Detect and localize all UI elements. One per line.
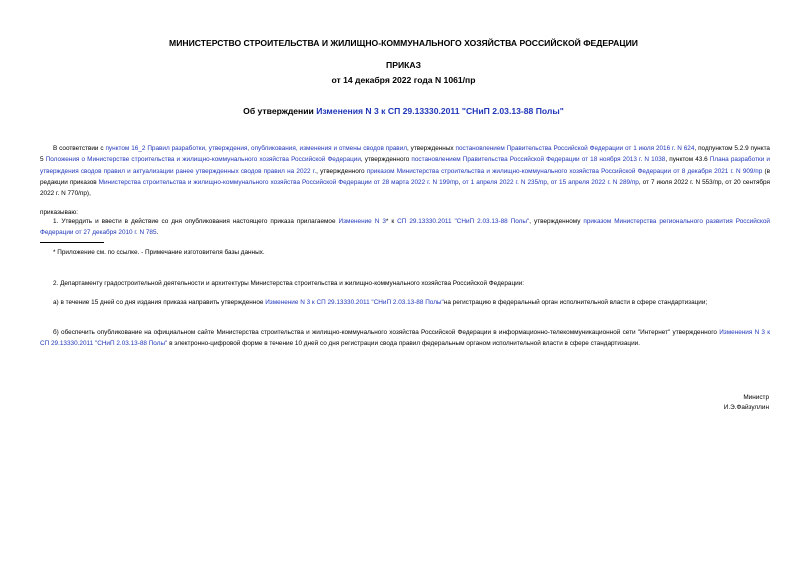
signature-position: Министр bbox=[743, 394, 769, 401]
link-ministry-regulation[interactable]: Положения о Министерстве строительства и жилищно-коммунального хозяйства Российской Федерации bbox=[45, 156, 361, 164]
title-link[interactable]: Изменения N 3 к СП 29.13330.2011 "СНиП 2.03.13-88 Полы" bbox=[316, 106, 564, 116]
link-order-289[interactable]: от 15 апреля 2022 г. N 289/пр bbox=[550, 178, 639, 186]
text: , утвержденных bbox=[407, 145, 456, 152]
link-change-3-sp[interactable]: Изменение N 3 к СП 29.13330.2011 "СНиП 2.03.13-88 Полы" bbox=[265, 299, 444, 306]
link-sp-29[interactable]: СП 29.13330.2011 "СНиП 2.03.13-88 Полы" bbox=[397, 218, 530, 225]
text: , от 7 июля 2022 г. N 553/пр, от 20 сентября 2022 г. N 770/пр), bbox=[40, 178, 771, 198]
text: (в редакции приказов bbox=[40, 167, 770, 186]
preamble-paragraph bbox=[40, 143, 770, 199]
text: , bbox=[546, 178, 551, 186]
document-type: ПРИКАЗ bbox=[386, 60, 421, 70]
text: , утвержденному bbox=[529, 218, 584, 225]
item-1-paragraph bbox=[40, 216, 770, 239]
document-date-number: от 14 декабря 2022 года N 1061/пр bbox=[331, 75, 476, 85]
title-prefix: Об утверждении bbox=[243, 106, 317, 116]
item-2-paragraph: 2. Департаменту градостроительной деятельности и архитектуры Министерства строительства и жилищно-коммунального хозяйства Российской Федерации: bbox=[53, 280, 525, 287]
text: , утвержденного bbox=[360, 156, 412, 164]
text: * к bbox=[385, 218, 398, 225]
text: 1. Утвердить и ввести в действие со дня опубликования настоящего приказа прилагаемое bbox=[53, 218, 339, 225]
text: , утвержденного bbox=[316, 167, 367, 175]
link-resolution-1038[interactable]: постановлением Правительства Российской Федерации от 18 ноября 2013 г. N 1038 bbox=[411, 156, 666, 164]
signature-name: И.Э.Файзуллин bbox=[723, 404, 769, 411]
text: б) обеспечить опубликование на официальном сайте Министерства строительства и жилищно-коммунального хозяйства Российской Федерации в информационно-телекоммуникационной сети "Интернет" утвержденного bbox=[53, 329, 720, 336]
link-plan-2022[interactable]: Плана разработки и утверждения сводов правил и актуализации ранее утвержденных сводов правил на 2022 г. bbox=[40, 156, 770, 175]
footnote: * Приложение см. по ссылке. - Примечание изготовителя базы данных. bbox=[53, 249, 265, 256]
link-resolution-624[interactable]: постановлением Правительства Российской Федерации от 1 июля 2016 г. N 624 bbox=[455, 145, 695, 152]
text: а) в течение 15 дней со дня издания приказа направить утвержденное bbox=[53, 299, 266, 306]
link-order-909[interactable]: приказом Министерства строительства и жилищно-коммунального хозяйства Российской Федерации от 8 декабря 2021 г. N 909/пр bbox=[366, 167, 763, 175]
text: , подпунктом 5.2.9 пункта 5 bbox=[40, 145, 770, 164]
item-2b-paragraph bbox=[40, 327, 770, 350]
text: , пунктом 43.6 bbox=[665, 156, 710, 164]
text: на регистрацию в федеральный орган исполнительной власти в сфере стандартизации; bbox=[443, 299, 708, 306]
item-2a-paragraph bbox=[40, 297, 770, 308]
ministry-heading: МИНИСТЕРСТВО СТРОИТЕЛЬСТВА И ЖИЛИЩНО-КОММУНАЛЬНОГО ХОЗЯЙСТВА РОССИЙСКОЙ ФЕДЕРАЦИИ bbox=[169, 38, 638, 48]
link-rules-16-2[interactable]: пунктом 16_2 Правил разработки, утверждения, опубликования, изменения и отмены сводов правил bbox=[105, 145, 407, 152]
text: . bbox=[156, 229, 159, 237]
link-order-785[interactable]: приказом Министерства регионального развития Российской Федерации от 27 декабря 2010 г. N 785 bbox=[40, 218, 770, 237]
text: в электронно-цифровой форме в течение 10 дней со дня регистрации свода правил федеральным органом исполнительной власти в сфере стандартизации. bbox=[167, 340, 640, 348]
text: , bbox=[458, 178, 463, 186]
order-word: приказываю: bbox=[40, 209, 78, 216]
link-change-3-sp-2[interactable]: Изменения N 3 к СП 29.13330.2011 "СНиП 2.03.13-88 Полы" bbox=[40, 329, 771, 348]
link-change-3[interactable]: Изменение N 3 bbox=[338, 218, 386, 225]
text: В соответствии с bbox=[53, 145, 106, 152]
footnote-divider bbox=[40, 242, 104, 243]
link-order-235[interactable]: от 1 апреля 2022 г. N 235/пр bbox=[462, 178, 547, 186]
document-title bbox=[0, 106, 807, 116]
link-order-199[interactable]: Министерства строительства и жилищно-коммунального хозяйства Российской Федерации от 28 марта 2022 г. N 199/пр bbox=[98, 178, 459, 186]
